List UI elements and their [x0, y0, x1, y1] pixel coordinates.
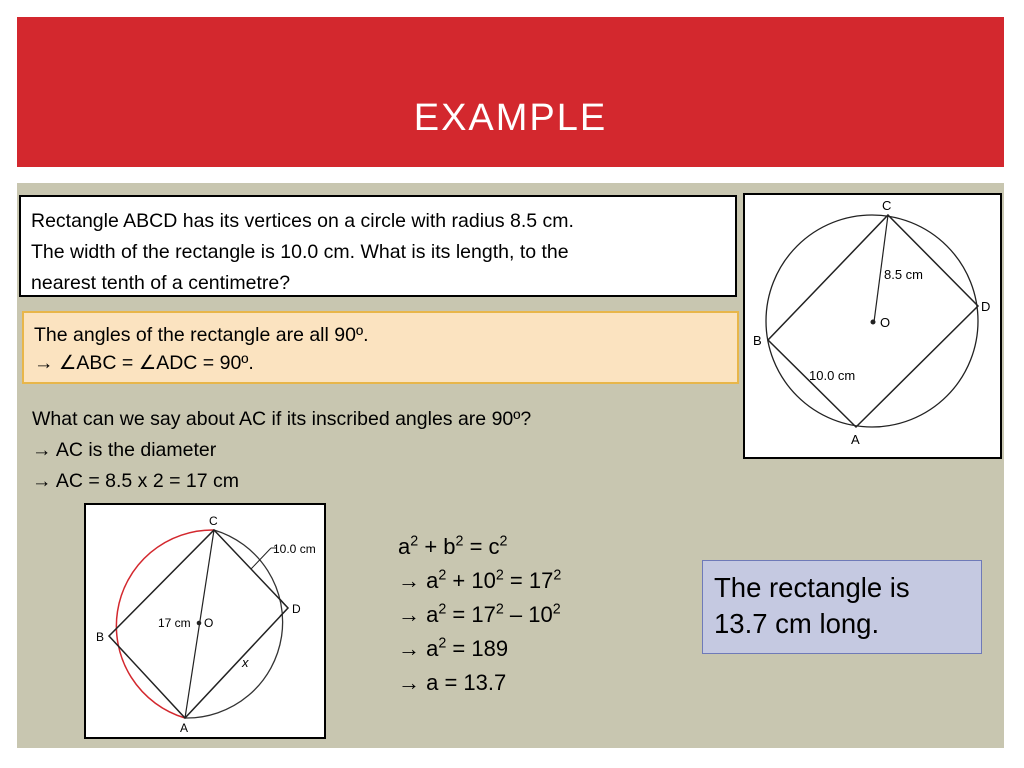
title-banner: [17, 17, 1004, 167]
slide-title: EXAMPLE: [413, 97, 608, 139]
label-a: A: [851, 432, 860, 447]
equation-2: → $a^2 + 10^2 = 17^2$: [398, 567, 562, 593]
label-d: D: [292, 602, 301, 616]
unknown-label: x: [242, 655, 249, 670]
label-c: C: [209, 514, 218, 528]
angles-note-box: [22, 311, 739, 384]
question-line-2: The width of the rectangle is 10.0 cm. What is its length, to the: [31, 241, 569, 263]
label-d: D: [981, 299, 991, 314]
label-b: B: [753, 333, 762, 348]
question-box: [19, 195, 737, 297]
equation-4: → $a^2 = 189$: [398, 635, 509, 661]
width-label: 10.0 cm: [273, 542, 316, 556]
reasoning-line-3: → AC = 8.5 x 2 = 17 cm: [32, 470, 240, 492]
result-box: [702, 560, 982, 654]
width-leader-line: [251, 548, 271, 569]
label-c: C: [882, 198, 892, 213]
equation-3: → $a^2 = 17^2 - 10^2$: [398, 601, 561, 627]
circle-figure-given: [743, 193, 1002, 459]
reasoning-line-1: What can we say about AC if its inscribed angles are 90º?: [32, 408, 532, 430]
center-point: [197, 621, 202, 626]
angles-note-line-1: The angles of the rectangle are all 90º.: [34, 324, 369, 346]
circle-figure-solution: [84, 503, 326, 739]
equation-1: $a^2 + b^2 = c^2$: [398, 533, 508, 559]
question-line-3: nearest tenth of a centimetre?: [31, 272, 291, 294]
label-o: O: [204, 616, 214, 630]
label-o: O: [880, 315, 891, 330]
width-label: 10.0 cm: [809, 368, 856, 383]
circle-diagram-given: [745, 195, 1000, 457]
question-line-1: Rectangle ABCD has its vertices on a circle with radius 8.5 cm.: [31, 210, 574, 232]
result-line-2: 13.7 cm long.: [714, 608, 880, 639]
result-line-1: The rectangle is: [714, 572, 910, 603]
equation-5: → a = 13.7: [398, 670, 507, 695]
label-b: B: [96, 630, 105, 644]
angles-note-line-2: → ∠ABC = ∠ADC = 90º.: [34, 352, 254, 374]
diameter-label: 17 cm: [158, 616, 191, 630]
circle-diagram-solution: [86, 505, 324, 737]
center-point: [871, 320, 876, 325]
reasoning-line-2: → AC is the diameter: [32, 439, 217, 461]
radius-label: 8.5 cm: [884, 267, 924, 282]
equation-block: [398, 530, 561, 700]
label-a: A: [180, 721, 189, 735]
reasoning-block: [32, 404, 712, 497]
